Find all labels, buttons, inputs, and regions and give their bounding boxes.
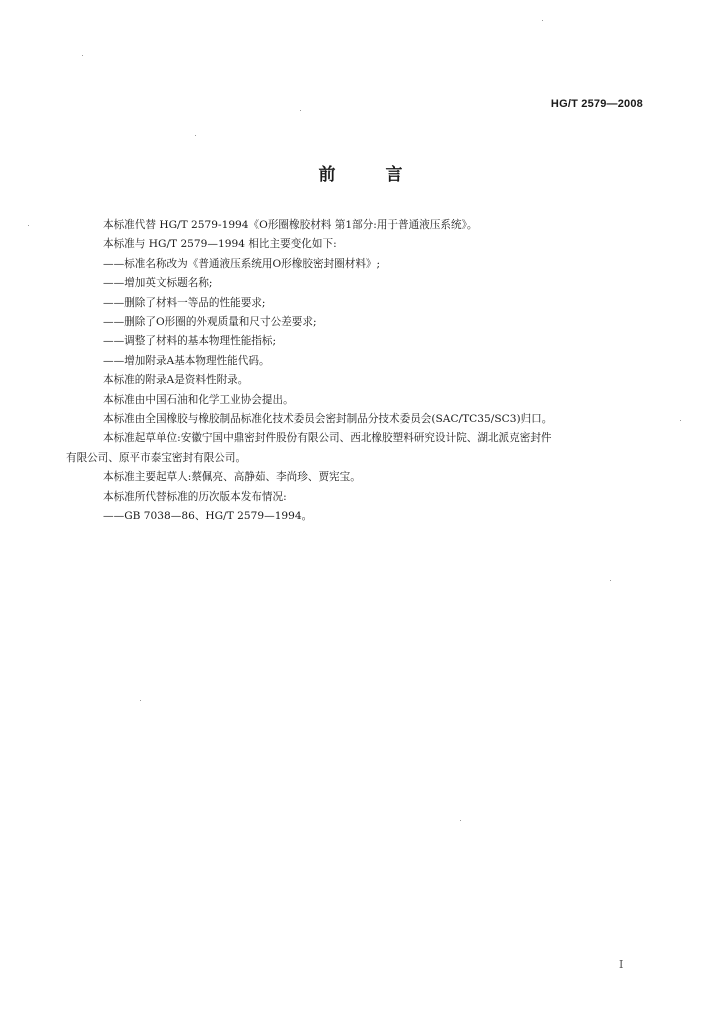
foreword-body [66,216,660,527]
paragraph-history-intro: 本标准所代替标准的历次版本发布情况: [103,490,287,503]
list-item: ——增加附录A基本物理性能代码。 [103,354,270,367]
paragraph-appendix: 本标准的附录A是资料性附录。 [103,374,249,387]
list-item: ——增加英文标题名称; [103,277,213,290]
page-title: 前言 [318,165,453,185]
list-item: ——删除了材料一等品的性能要求; [103,296,266,309]
list-item: ——GB 7038—86、HG/T 2579—1994。 [103,510,313,523]
paragraph-drafters: 本标准主要起草人:蔡佩亮、高静茹、李尚珍、贾宪宝。 [103,471,361,484]
scan-speck [82,55,83,56]
scan-speck [680,420,681,421]
scan-speck [195,135,196,136]
list-item: ——标准名称改为《普通液压系统用O形橡胶密封圈材料》; [103,257,381,270]
paragraph-changes-intro: 本标准与 HG/T 2579—1994 相比主要变化如下: [103,238,337,251]
scan-speck [300,110,301,111]
paragraph-drafting-units-cont: 有限公司、原平市泰宝密封有限公司。 [66,451,247,464]
list-item: ——调整了材料的基本物理性能指标; [103,335,277,348]
paragraph-drafting-units: 本标准起草单位:安徽宁国中鼎密封件股份有限公司、西北橡胶塑料研究设计院、湖北派克密封件 [103,432,552,445]
scan-speck [28,225,29,226]
paragraph-replaces: 本标准代替 HG/T 2579-1994《O形圈橡胶材料 第1部分:用于普通液压系统》。 [103,219,478,231]
scan-speck [140,700,141,701]
paragraph-proposer: 本标准由中国石油和化学工业协会提出。 [103,393,294,406]
scan-speck [460,820,461,821]
scan-speck [610,580,611,581]
paragraph-technical-committee: 本标准由全国橡胶与橡胶制品标准化技术委员会密封制品分技术委员会(SAC/TC35/SC3)归口。 [103,413,553,426]
scan-speck [542,20,543,21]
list-item: ——删除了O形圈的外观质量和尺寸公差要求; [103,316,317,329]
standard-code: HG/T 2579—2008 [550,98,643,110]
page-number: I [619,958,624,971]
